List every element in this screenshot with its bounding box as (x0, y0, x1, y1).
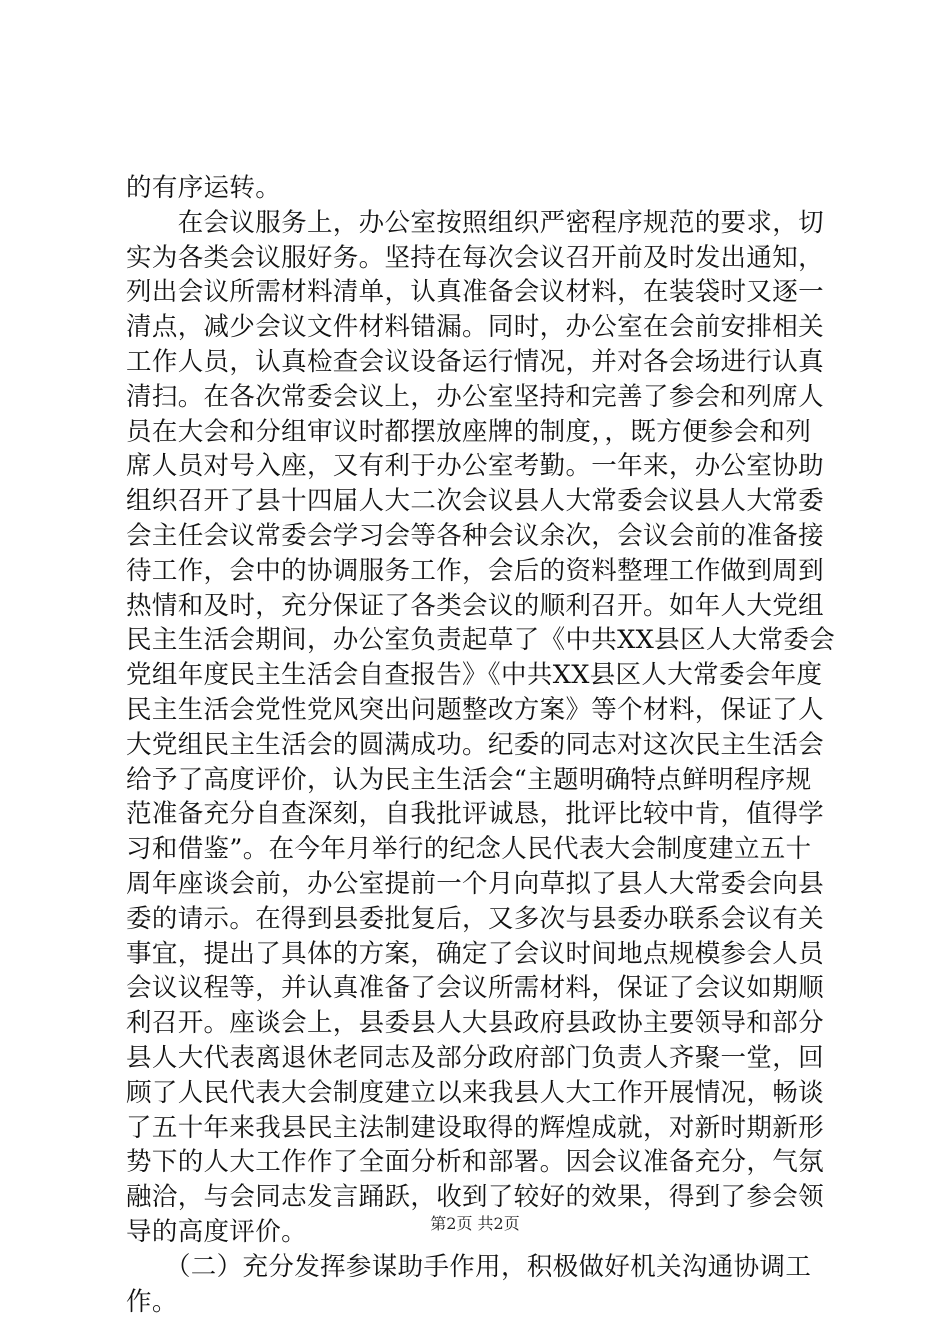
text-line: 顾了人民代表大会制度建立以来我县人大工作开展情况，畅谈 (126, 1077, 824, 1108)
text-line: 融洽，与会同志发言踊跃，收到了较好的效果，得到了参会领 (126, 1182, 824, 1213)
text-line: （二）充分发挥参谋助手作用，积极做好机关沟通协调工 (126, 1251, 812, 1282)
text-line: 利召开。座谈会上，县委县人大县政府县政协主要领导和部分 (126, 1008, 824, 1039)
text-line: 民主生活会期间，办公室负责起草了《中共XX县区人大常委会 (126, 625, 836, 656)
text-line: 大党组民主生活会的圆满成功。纪委的同志对这次民主生活会 (126, 729, 824, 760)
page-number-footer: 第2页 共2页 (430, 1214, 520, 1233)
text-line: 在会议服务上，办公室按照组织严密程序规范的要求，切 (126, 207, 824, 238)
text-line: 给予了高度评价，认为民主生活会“主题明确特点鲜明程序规 (126, 764, 812, 795)
text-line: 员在大会和分组审议时都摆放座牌的制度，，既方便参会和列 (126, 416, 812, 447)
text-line: 县人大代表离退休老同志及部分政府部门负责人齐聚一堂，回 (126, 1042, 824, 1073)
text-line: 清扫。在各次常委会议上，办公室坚持和完善了参会和列席人 (126, 381, 824, 412)
text-line: 会议议程等，并认真准备了会议所需材料，保证了会议如期顺 (126, 973, 824, 1004)
text-line: 民主生活会党性党风突出问题整改方案》等个材料，保证了人 (126, 694, 824, 725)
body-text (126, 171, 834, 1319)
text-line: 清点，减少会议文件材料错漏。同时，办公室在会前安排相关 (126, 312, 824, 343)
text-line: 了五十年来我县民主法制建设取得的辉煌成就，对新时期新形 (126, 1112, 824, 1143)
text-line: 作。 (126, 1286, 178, 1317)
text-line: 周年座谈会前，办公室提前一个月向草拟了县人大常委会向县 (126, 868, 824, 899)
text-line: 组织召开了县十四届人大二次会议县人大常委会议县人大常委 (126, 486, 824, 517)
text-line: 势下的人大工作作了全面分析和部署。因会议准备充分，气氛 (126, 1147, 824, 1178)
text-line: 席人员对号入座，又有利于办公室考勤。一年来，办公室协助 (126, 451, 824, 482)
text-line: 导的高度评价。 (126, 1216, 307, 1247)
text-line: 会主任会议常委会学习会等各种会议余次，会议会前的准备接 (126, 520, 824, 551)
text-line: 范准备充分自查深刻，自我批评诚恳，批评比较中肯，值得学 (126, 799, 824, 830)
text-line: 党组年度民主生活会自查报告》《中共XX县区人大常委会年度 (126, 660, 823, 691)
text-line: 事宜，提出了具体的方案，确定了会议时间地点规模参会人员 (126, 938, 824, 969)
text-line: 列出会议所需材料清单，认真准备会议材料，在装袋时又逐一 (126, 277, 824, 308)
text-line: 待工作，会中的协调服务工作，会后的资料整理工作做到周到 (126, 555, 824, 586)
text-line: 实为各类会议服好务。坚持在每次会议召开前及时发出通知， (126, 242, 824, 273)
text-line: 的有序运转。 (126, 173, 282, 203)
text-line: 习和借鉴”。在今年月举行的纪念人民代表大会制度建立五十 (126, 834, 812, 865)
text-line: 工作人员，认真检查会议设备运行情况，并对各会场进行认真 (126, 346, 824, 377)
text-line: 热情和及时，充分保证了各类会议的顺利召开。如年人大党组 (126, 590, 824, 621)
text-line: 委的请示。在得到县委批复后，又多次与县委办联系会议有关 (126, 903, 824, 934)
